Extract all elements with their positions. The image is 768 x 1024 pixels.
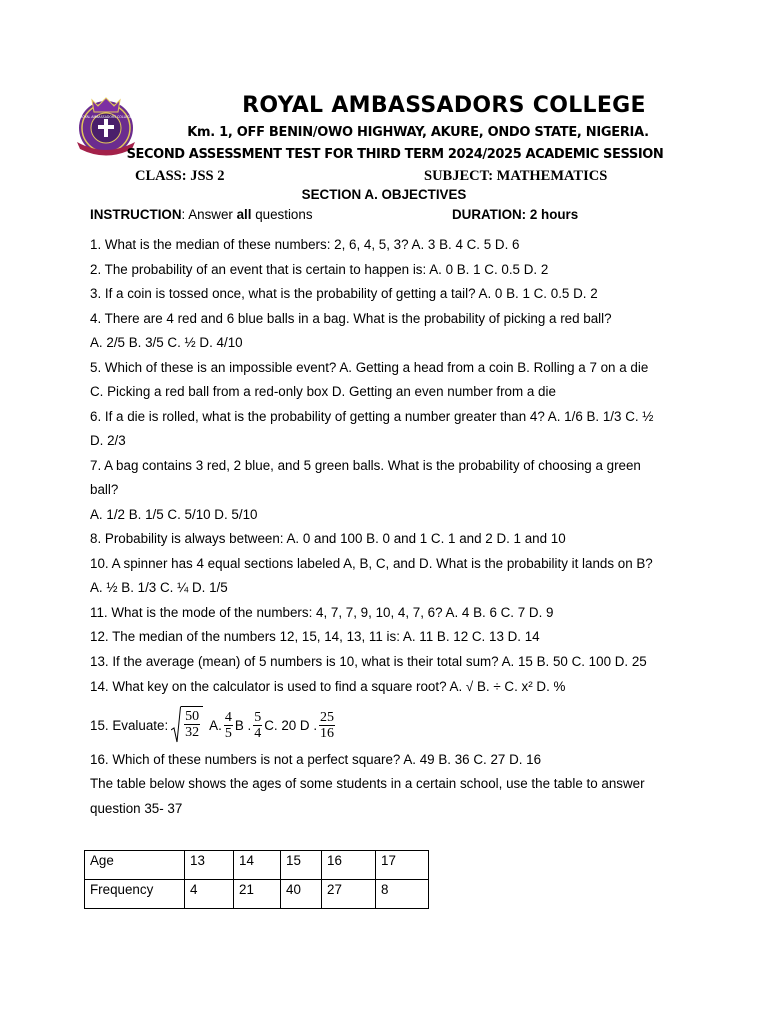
option-a-numerator: 4 bbox=[224, 709, 232, 725]
session-title: SECOND ASSESSMENT TEST FOR THIRD TERM 2024/2025 ACADEMIC SESSION bbox=[126, 147, 664, 162]
option-b-label: B . bbox=[234, 717, 252, 733]
option-a-label: A. bbox=[209, 717, 222, 733]
instruction-emphasis: all bbox=[236, 207, 252, 222]
option-b-fraction bbox=[253, 710, 262, 741]
instruction-label: INSTRUCTION bbox=[90, 207, 182, 222]
question-line: 5. Which of these is an impossible event? A. Getting a head from a coin B. Rolling a 7 on a die bbox=[90, 360, 649, 375]
college-address: Km. 1, OFF BENIN/OWO HIGHWAY, AKURE, ONDO STATE, NIGERIA. bbox=[187, 125, 649, 140]
question-line: 11. What is the mode of the numbers: 4, 7, 7, 9, 10, 4, 7, 6? A. 4 B. 6 C. 7 D. 9 bbox=[90, 605, 554, 620]
question-line: 3. If a coin is tossed once, what is the probability of getting a tail? A. 0 B. 1 C. 0.5 D. 2 bbox=[90, 286, 598, 301]
square-root-expression bbox=[171, 706, 203, 744]
question-15-prefix: 15. Evaluate: bbox=[90, 717, 169, 733]
question-line: A. ½ B. 1/3 C. ¼ D. 1/5 bbox=[90, 580, 228, 595]
table-cell: 15 bbox=[281, 851, 322, 880]
table-row bbox=[85, 851, 429, 880]
question-line: 14. What key on the calculator is used to find a square root? A. √ B. ÷ C. x² D. % bbox=[90, 679, 566, 694]
table-row bbox=[85, 880, 429, 909]
table-intro: The table below shows the ages of some students in a certain school, use the table to answer bbox=[90, 776, 645, 791]
option-b-numerator: 5 bbox=[254, 709, 262, 725]
option-d-fraction bbox=[319, 710, 335, 741]
instruction-text: : Answer bbox=[181, 207, 237, 222]
sqrt-denominator: 32 bbox=[185, 725, 200, 740]
question-line: ball? bbox=[90, 482, 119, 497]
question-line: 4. There are 4 red and 6 blue balls in a bag. What is the probability of picking a red ball? bbox=[90, 311, 612, 326]
table-cell: 27 bbox=[322, 880, 376, 909]
svg-text:ROYAL AMBASSADORS COLLEGE: ROYAL AMBASSADORS COLLEGE bbox=[80, 115, 132, 119]
table-intro: question 35- 37 bbox=[90, 801, 183, 816]
table-cell: 17 bbox=[376, 851, 429, 880]
question-line: 16. Which of these numbers is not a perfect square? A. 49 B. 36 C. 27 D. 16 bbox=[90, 752, 542, 767]
question-line: 6. If a die is rolled, what is the probability of getting a number greater than 4? A. 1/6 B. 1/3 C. ½ bbox=[90, 409, 654, 424]
option-a-fraction bbox=[224, 710, 233, 741]
question-line: 13. If the average (mean) of 5 numbers is 10, what is their total sum? A. 15 B. 50 C. 100 D. 25 bbox=[90, 654, 647, 669]
option-b-denominator: 4 bbox=[254, 725, 262, 741]
question-line: 2. The probability of an event that is certain to happen is: A. 0 B. 1 C. 0.5 D. 2 bbox=[90, 262, 549, 277]
option-cd-label: C. 20 D . bbox=[264, 717, 318, 733]
table-cell: 21 bbox=[234, 880, 281, 909]
question-line: 1. What is the median of these numbers: 2, 6, 4, 5, 3? A. 3 B. 4 C. 5 D. 6 bbox=[90, 237, 520, 252]
table-cell: 8 bbox=[376, 880, 429, 909]
question-15 bbox=[90, 705, 337, 745]
table-header-cell: Frequency bbox=[85, 880, 185, 909]
subject-label: SUBJECT: MATHEMATICS bbox=[424, 168, 608, 184]
question-line: 8. Probability is always between: A. 0 and 100 B. 0 and 1 C. 1 and 2 D. 1 and 10 bbox=[90, 531, 566, 546]
question-line: 10. A spinner has 4 equal sections labeled A, B, C, and D. What is the probability it lands on B? bbox=[90, 556, 653, 571]
radical-sign-icon bbox=[171, 706, 181, 744]
table-cell: 16 bbox=[322, 851, 376, 880]
sqrt-fraction bbox=[181, 706, 203, 744]
question-line: A. 2/5 B. 3/5 C. ½ D. 4/10 bbox=[90, 335, 243, 350]
table-header-cell: Age bbox=[85, 851, 185, 880]
section-title: SECTION A. OBJECTIVES bbox=[301, 187, 467, 202]
question-line: C. Picking a red ball from a red-only box D. Getting an even number from a die bbox=[90, 384, 556, 399]
duration: DURATION: 2 hours bbox=[452, 207, 579, 222]
instruction bbox=[90, 207, 313, 222]
instruction-text-end: questions bbox=[251, 207, 313, 222]
question-line: D. 2/3 bbox=[90, 433, 126, 448]
question-line: 7. A bag contains 3 red, 2 blue, and 5 green balls. What is the probability of choosing a green bbox=[90, 458, 641, 473]
option-d-denominator: 16 bbox=[320, 725, 335, 741]
question-line: 12. The median of the numbers 12, 15, 14, 13, 11 is: A. 11 B. 12 C. 13 D. 14 bbox=[90, 629, 540, 644]
question-line: A. 1/2 B. 1/5 C. 5/10 D. 5/10 bbox=[90, 507, 258, 522]
table-cell: 14 bbox=[234, 851, 281, 880]
table-cell: 40 bbox=[281, 880, 322, 909]
table-cell: 4 bbox=[185, 880, 234, 909]
college-name: ROYAL AMBASSADORS COLLEGE bbox=[242, 93, 646, 118]
option-d-numerator: 25 bbox=[320, 709, 335, 725]
option-a-denominator: 5 bbox=[224, 725, 232, 741]
table-cell: 13 bbox=[185, 851, 234, 880]
class-label: CLASS: JSS 2 bbox=[135, 168, 225, 184]
age-frequency-table bbox=[84, 850, 429, 909]
sqrt-numerator: 50 bbox=[185, 709, 200, 724]
